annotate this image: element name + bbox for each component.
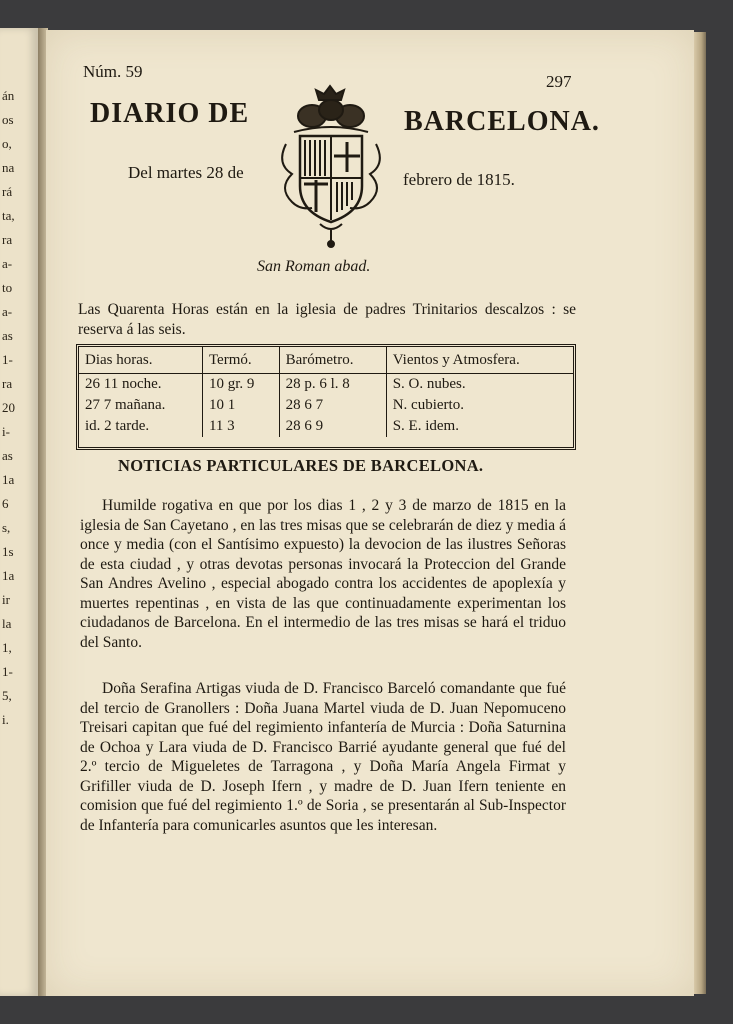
page-stack-edge xyxy=(694,32,706,994)
left-page-text-fragment: os xyxy=(2,112,14,127)
left-page-text-fragment: ra xyxy=(2,232,13,247)
column-header: Barómetro. xyxy=(279,347,386,374)
barcelona-coat-of-arms-icon xyxy=(272,84,390,250)
column-header: Vientos y Atmosfera. xyxy=(386,347,573,374)
left-page-text-fragment: 1- xyxy=(2,352,13,367)
table-cell: 26 11 noche. xyxy=(85,376,162,392)
left-page-text-fragment: na xyxy=(2,160,15,175)
left-page-text-fragment: 1- xyxy=(2,664,13,679)
table-cell: 28 6 9 xyxy=(279,416,386,437)
left-page-text-fragment: as xyxy=(2,448,13,463)
left-page-text-fragment: la xyxy=(2,616,12,631)
article-paragraph-rogativa: Humilde rogativa en que por los dias 1 , 2 y 3 de marzo de 1815 en la iglesia de San Cayetano , en las tres misas que se celebrarán de diez y media á once y media (con el Santísimo expuesto) la devocion de las ilustres Señoras de esta ciudad , y otras devotas personas invocará la Proteccion del Grande San Andres Avelino , especial abogado contra los accidentes de apoplexía y muertes repentinas , en vista de las que continuadamente experimentan los ciudadanos de Barcelona. En el intermedio de las tres misas se hará el triduo del Santo. xyxy=(80,497,566,651)
left-page-text-fragment: rá xyxy=(2,184,13,199)
left-page-text-fragment: ir xyxy=(2,592,10,607)
weather-header-row xyxy=(79,347,573,374)
left-page-text-fragment: 6 xyxy=(2,496,9,511)
table-row xyxy=(79,374,573,396)
table-row xyxy=(79,416,573,437)
weather-table xyxy=(76,344,576,450)
left-page-text-fragment: ta, xyxy=(2,208,15,223)
left-page-text-fragment: 1s xyxy=(2,544,14,559)
left-page-text-fragment: 20 xyxy=(2,400,15,415)
table-cell: 27 7 mañana. xyxy=(85,397,166,413)
left-page-text-fragment: 1a xyxy=(2,472,15,487)
left-page-text-fragment: a- xyxy=(2,304,13,319)
left-page-text-fragment: 5, xyxy=(2,688,12,703)
table-cell: 11 3 xyxy=(202,416,279,437)
left-page-text-fragment: o, xyxy=(2,136,12,151)
saint-of-the-day: San Roman abad. xyxy=(257,258,371,275)
left-page-text-fragment: 1a xyxy=(2,568,15,583)
left-page-edge xyxy=(0,28,40,996)
table-cell: id. 2 tarde. xyxy=(85,418,150,434)
table-cell: 10 gr. 9 xyxy=(202,374,279,396)
table-cell: 10 1 xyxy=(202,395,279,416)
column-header: Termó. xyxy=(202,347,279,374)
masthead-title-right: BARCELONA. xyxy=(404,106,600,137)
table-cell: 28 p. 6 l. 8 xyxy=(279,374,386,396)
table-cell: 28 6 7 xyxy=(279,395,386,416)
issue-number: Núm. 59 xyxy=(83,62,143,81)
table-row xyxy=(79,395,573,416)
left-page-text-fragment: s, xyxy=(2,520,11,535)
left-page-text-fragment: ra xyxy=(2,376,13,391)
table-cell: S. O. nubes. xyxy=(386,374,573,396)
masthead-title-left: DIARIO DE xyxy=(90,98,250,129)
page-number: 297 xyxy=(546,72,572,91)
table-cell: S. E. idem. xyxy=(386,416,573,437)
left-page-text-fragment: án xyxy=(2,88,15,103)
left-page-text-fragment: a- xyxy=(2,256,13,271)
column-header: Dias horas. xyxy=(79,347,202,374)
forty-hours-notice: Las Quarenta Horas están en la iglesia de padres Trinitarios descalzos : se reserva á las seis. xyxy=(78,301,576,338)
left-page-text-fragment: as xyxy=(2,328,13,343)
left-page-text-fragment: to xyxy=(2,280,13,295)
section-heading: NOTICIAS PARTICULARES DE BARCELONA. xyxy=(118,456,484,475)
date-line-right: febrero de 1815. xyxy=(403,170,515,189)
date-line-left: Del martes 28 de xyxy=(128,163,244,182)
left-page-text-fragment: 1, xyxy=(2,640,12,655)
table-cell: N. cubierto. xyxy=(386,395,573,416)
left-page-text-fragment: i. xyxy=(2,712,9,727)
left-page-text-fragment: i- xyxy=(2,424,10,439)
article-paragraph-viudas: Doña Serafina Artigas viuda de D. Francisco Barceló comandante que fué del tercio de Granollers : Doña Juana Martel viuda de D. Juan Nepomuceno Treisari capitan que fué del regimiento infantería de Murcia : Doña Saturnina de Ochoa y Lara viuda de D. Francisco Barrié ayudante general que fué del 2.º tercio de Migueletes de Tarragona , y Doña María Angela Firmat y Grifiller viuda de D. Joseph Ifern , y madre de D. Juan Ifern teniente en comision que fué del regimiento 1.º de Soria , se presentarán al Sub-Inspector de Infantería para comunicarles asuntos que les interesan. xyxy=(80,680,566,834)
